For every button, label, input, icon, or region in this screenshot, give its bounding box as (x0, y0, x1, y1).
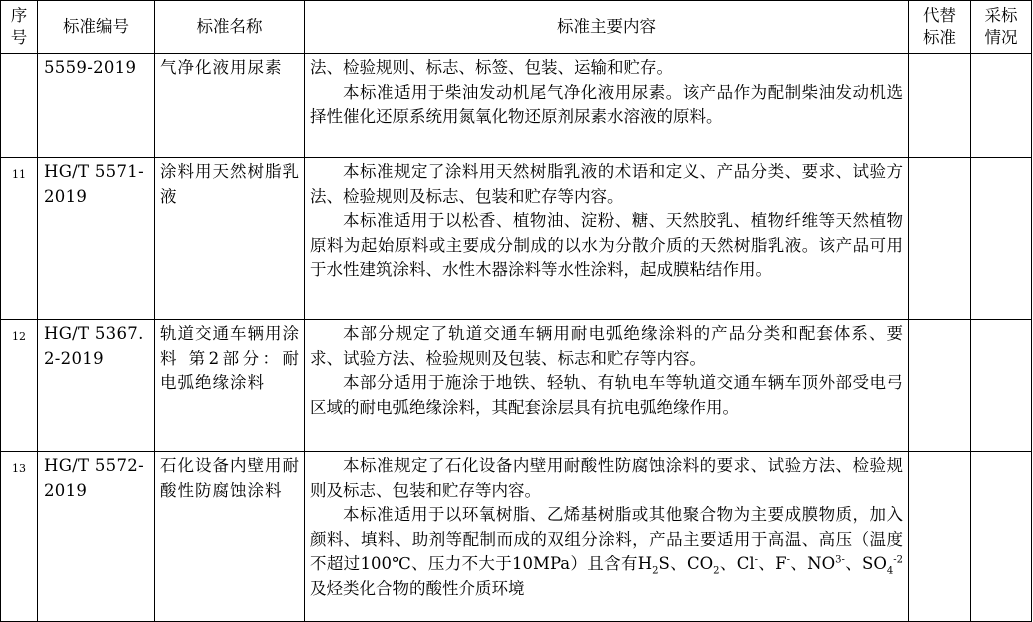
row-name: 石化设备内壁用耐酸性防腐蚀涂料 (155, 452, 305, 622)
header-content: 标准主要内容 (305, 1, 909, 54)
chem-text: 、SO (844, 554, 887, 573)
table-header-row (1, 1, 1032, 54)
chem-sub: 2 (652, 565, 659, 577)
row-content (305, 452, 909, 622)
content-para: 本部分规定了轨道交通车辆用耐电弧绝缘涂料的产品分类和配套体系、要求、试验方法、检验规则及包装、标志和贮存等内容。 (310, 324, 903, 368)
header-replace: 代替标准 (909, 1, 971, 54)
row-content (305, 320, 909, 452)
content-para: 法、检验规则、标志、标签、包装、运输和贮存。 (310, 58, 673, 77)
table-row (1, 320, 1032, 452)
table-row (1, 158, 1032, 320)
chem-text: 、Cl (719, 554, 755, 573)
row-code: HG/T 5572-2019 (38, 452, 155, 622)
row-code: 5559-2019 (38, 54, 155, 158)
row-name: 轨道交通车辆用涂料 第2部分：耐电弧绝缘涂料 (155, 320, 305, 452)
table-row (1, 54, 1032, 158)
row-replace (909, 54, 971, 158)
row-adopt (971, 158, 1032, 320)
content-para: 本标准规定了涂料用天然树脂乳液的术语和定义、产品分类、要求、试验方法、检验规则及标志、包装和贮存等内容。 (310, 162, 903, 206)
chem-text: 、F (758, 554, 787, 573)
chem-sup: -2 (893, 554, 903, 566)
table-row (1, 452, 1032, 622)
header-adopt: 采标情况 (971, 1, 1032, 54)
content-text: 本标准适用于以环氧树脂、乙烯基树脂或其他聚合物为主要成膜物质，加入颜料、填料、助剂等配制而成的双组分涂料，产品主要适用于高温、高压（温度不超过100℃、压力不大于10MPa）且含有 (310, 505, 903, 573)
row-adopt (971, 320, 1032, 452)
header-code: 标准编号 (38, 1, 155, 54)
content-para: 本标准适用于柴油发动机尾气净化液用尿素。该产品作为配制柴油发动机选择性催化还原系统用氮氧化物还原剂尿素水溶液的原料。 (310, 82, 903, 126)
row-seq: 11 (1, 158, 38, 320)
content-para: 本标准适用于以松香、植物油、淀粉、糖、天然胶乳、植物纤维等天然植物原料为起始原料或主要成分制成的以水为分散介质的天然树脂乳液。该产品可用于水性建筑涂料、水性木器涂料等水性涂料，起成膜粘结作用。 (310, 211, 903, 279)
content-para: 本标准规定了石化设备内壁用耐酸性防腐蚀涂料的要求、试验方法、检验规则及标志、包装和贮存等内容。 (310, 456, 903, 500)
chem-sup: 3- (835, 554, 845, 566)
row-content (305, 158, 909, 320)
chem-sub: 4 (886, 565, 894, 577)
chem-sup: - (754, 554, 758, 566)
chem-text: 、NO (790, 554, 836, 573)
chem-text: S、 (658, 554, 688, 573)
header-name: 标准名称 (155, 1, 305, 54)
row-seq: 12 (1, 320, 38, 452)
chem-text: H (637, 554, 653, 573)
content-para (310, 503, 903, 601)
row-replace (909, 320, 971, 452)
row-seq: 13 (1, 452, 38, 622)
row-adopt (971, 452, 1032, 622)
chem-text: CO (687, 554, 714, 573)
chem-sub: 2 (713, 565, 720, 577)
row-code: HG/T 5571-2019 (38, 158, 155, 320)
header-seq: 序号 (1, 1, 38, 54)
row-name: 涂料用天然树脂乳液 (155, 158, 305, 320)
content-para: 本部分适用于施涂于地铁、轻轨、有轨电车等轨道交通车辆车顶外部受电弓区域的耐电弧绝缘涂料，其配套涂层具有抗电弧绝缘作用。 (310, 373, 903, 417)
row-code: HG/T 5367.2-2019 (38, 320, 155, 452)
row-seq (1, 54, 38, 158)
row-name: 气净化液用尿素 (155, 54, 305, 158)
row-replace (909, 452, 971, 622)
chem-text: 及烃类化合物的酸性介质环境 (310, 578, 525, 598)
chem-sup: - (786, 554, 790, 566)
row-adopt (971, 54, 1032, 158)
row-content (305, 54, 909, 158)
row-replace (909, 158, 971, 320)
